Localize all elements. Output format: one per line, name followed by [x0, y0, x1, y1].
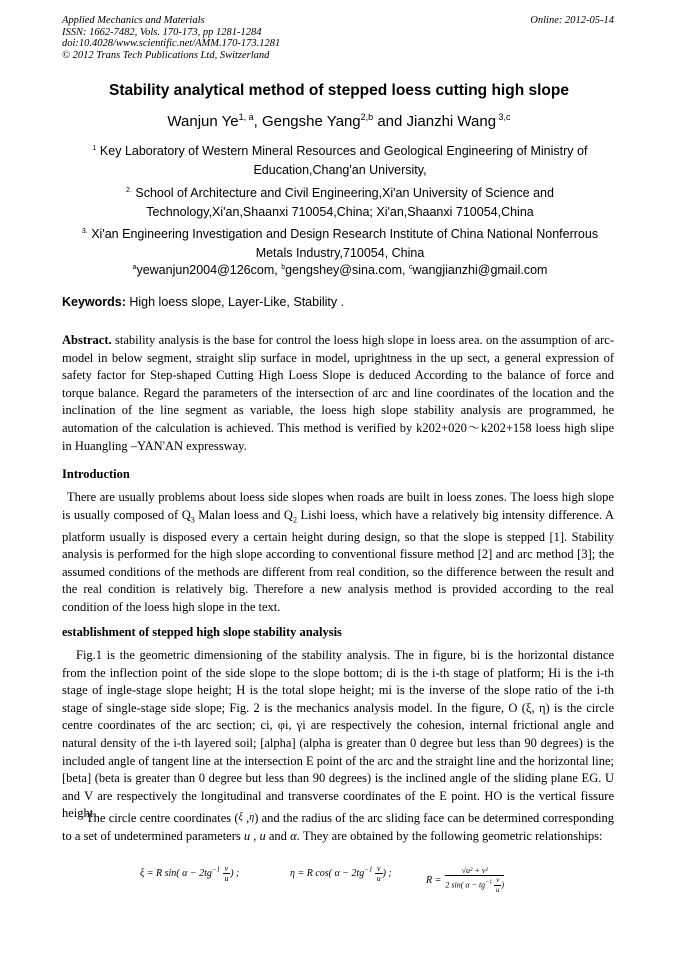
- copyright-line: © 2012 Trans Tech Publications Ltd, Switzerland: [62, 49, 270, 61]
- eq-text: 2 sin( α − tg: [445, 880, 486, 890]
- frac-den: u: [224, 874, 229, 883]
- author-sep: ,: [253, 113, 262, 130]
- email-sup: c: [408, 264, 413, 271]
- para-text: ,: [242, 811, 250, 825]
- q2-sub: 2: [292, 515, 297, 525]
- u-symbol: u: [259, 828, 266, 843]
- email-a: yewanjun2004@126com,: [136, 263, 282, 278]
- intro-paragraph: [62, 489, 614, 617]
- equation-r: [426, 866, 504, 895]
- eq-sup: −1: [364, 865, 373, 874]
- author-name: Jianzhi Wang: [406, 113, 497, 130]
- frac-den: [445, 876, 504, 895]
- journal-name: Applied Mechanics and Materials: [62, 15, 205, 26]
- eq-text: ) ;: [230, 867, 240, 879]
- para-text: ) and the radius of the arc sliding face can be determined corresponding to a set of undetermined parameters: [62, 811, 615, 843]
- online-date: Online: 2012-05-14: [530, 15, 614, 26]
- author-name: Wanjun Ye: [167, 113, 239, 130]
- eq-sup: −1: [485, 879, 493, 886]
- author-sup: 1, a: [238, 112, 254, 122]
- author-line: [0, 112, 678, 130]
- frac-den: u: [376, 874, 381, 883]
- email-sup: b: [281, 264, 286, 271]
- para-text: . They are obtained by the following geometric relationships:: [296, 828, 603, 843]
- q3-symbol: Q: [181, 507, 191, 522]
- abstract-text: stability analysis is the base for control the loess high slope in loess area. on the assumption of arc-model in below segment, straight slip surface in model, uprightness in the up sect, a general expression of safety factor for Step-shaped Cutting High Loess Slope is deduced According to the balance of force and torque balance. Regard the parameters of the intersection of arc and line coordinates of the location and the inclination of the line segment as variable, the loess high slope stability analysis are programmed, he automation of the calculation is achieved. This method is verified by k202+020～k202+158 loess high slipe in Huangling –YAN'AN expressway.: [62, 333, 614, 453]
- eq-fraction: [375, 864, 383, 883]
- affiliation-2: [70, 181, 610, 222]
- paper-title: Stability analytical method of stepped loess cutting high slope: [109, 82, 569, 99]
- author-sup: 3,c: [496, 112, 511, 122]
- eta-symbol: η: [249, 812, 255, 823]
- journal-header: [62, 15, 280, 61]
- equation-xi: [140, 864, 239, 883]
- abstract-label: Abstract.: [62, 333, 112, 347]
- equation-eta: [290, 864, 392, 883]
- frac-num: √u² + v²: [445, 866, 504, 876]
- author-name: Gengshe Yang: [261, 113, 361, 130]
- q3-sub: 3: [190, 515, 195, 525]
- affiliation-sup: 3.: [81, 228, 88, 235]
- eq-fraction: [445, 866, 504, 895]
- section-paragraph-1: Fig.1 is the geometric dimensioning of the stability analysis. The in figure, bi is the horizontal distance from the inflection point of the side slope to the slope bottom; di is the i-th stage of platform; Hi is the i-th stage of ingle-stage slope height; H is the total slope height; mi is the inverse of the slope ratio of the i-th stage of single-stage side slope; Fig. 2 is the mechanics analysis model. In the figure, O (ξ, η) is the circle centre coordinates of the arc section; ci, φi, γi are respectively the cohesion, internal frictional angle and natural density of the i-th layered soil; [alpha] (alpha is greater than 0 degree but less than 90 degrees) is the included angle of tangent line at the intersection E point of the arc and the straight line and the horizontal line; [beta] (beta is greater than 0 degree but less than 90 degrees) is the inclined angle of the sliding plane EG. U and V are respectively the longitudinal and transverse coordinates of the E point. HO is the vertical fissure height.: [62, 648, 614, 821]
- eq-text: ): [501, 880, 505, 890]
- para-text: ,: [250, 828, 260, 843]
- eq-text: R =: [426, 875, 442, 886]
- affiliation-text: Technology,Xi'an,Shaanxi 710054,China; Xi'an,Shaanxi 710054,China: [146, 205, 534, 220]
- intro-text: There are usually problems about loess side slopes when roads are built in loess zones. The loess high slope is usually composed of: [62, 490, 614, 522]
- affiliation-text: School of Architecture and Civil Engineering,Xi'an University of Science and: [131, 186, 554, 201]
- affiliation-sup: 1: [92, 145, 97, 152]
- u-symbol: u: [243, 828, 251, 843]
- affiliation-sup: 2.: [126, 187, 132, 194]
- alpha-symbol: α: [290, 828, 297, 843]
- keywords-text: High loess slope, Layer-Like, Stability .: [125, 295, 345, 309]
- affiliation-text: Key Laboratory of Western Mineral Resources and Geological Engineering of Ministry of: [96, 144, 588, 159]
- q2-symbol: Q: [283, 507, 293, 522]
- eq-text: ) ;: [382, 867, 392, 879]
- abstract-paragraph: [62, 332, 614, 455]
- frac-den: u: [496, 886, 500, 894]
- email-line: [70, 258, 610, 280]
- frac-num: v: [496, 876, 500, 884]
- eq-text: ξ = R sin( α − 2tg: [140, 867, 212, 879]
- section-paragraph-2: [62, 809, 614, 845]
- email-b: gengshey@sina.com,: [285, 263, 409, 278]
- section-heading: establishment of stepped high slope stability analysis: [62, 625, 342, 639]
- xi-symbol: ξ: [238, 812, 243, 823]
- author-sup: 2,b: [360, 112, 374, 122]
- para-text: The circle centre coordinates (: [86, 811, 239, 825]
- author-sep: and: [373, 113, 407, 130]
- issn-line: ISSN: 1662-7482, Vols. 170-173, pp 1281-1284: [62, 26, 262, 38]
- intro-text: Malan loess and: [194, 507, 284, 522]
- affiliation-1: [70, 139, 610, 180]
- intro-text: Lishi loess, which have a relatively big intensity difference. A platform usually is disposed every a certain height during design, so that the slope is stepped [1]. Stability analysis is performed for the high slope according to conventional fissure method [2] and arc method [3]; the assumed conditions of the methods are different from real condition, so the difference between the result and the real condition is relatively big. Therefore a new analysis method is provided according to the real condition of the loess high slope in the text.: [62, 507, 614, 615]
- email-sup: a: [132, 264, 137, 271]
- affiliation-3: [70, 222, 610, 263]
- eq-sup: −1: [211, 865, 221, 874]
- doi-line: doi:10.4028/www.scientific.net/AMM.170-173.1281: [62, 38, 281, 49]
- affiliation-text: Metals Industry,710054, China: [255, 246, 425, 261]
- frac-num: v: [377, 864, 381, 873]
- keywords-label: Keywords:: [62, 295, 126, 309]
- affiliation-text: Xi'an Engineering Investigation and Design Research Institute of China National Nonferrous: [87, 227, 599, 242]
- frac-num: v: [224, 864, 229, 873]
- intro-heading: Introduction: [62, 467, 130, 481]
- keywords-line: [62, 295, 344, 309]
- email-c: wangjianzhi@gmail.com: [412, 263, 548, 278]
- para-text: and: [265, 828, 291, 843]
- eq-text: η = R cos( α − 2tg: [290, 867, 365, 879]
- affiliation-text: Education,Chang'an University,: [253, 163, 427, 178]
